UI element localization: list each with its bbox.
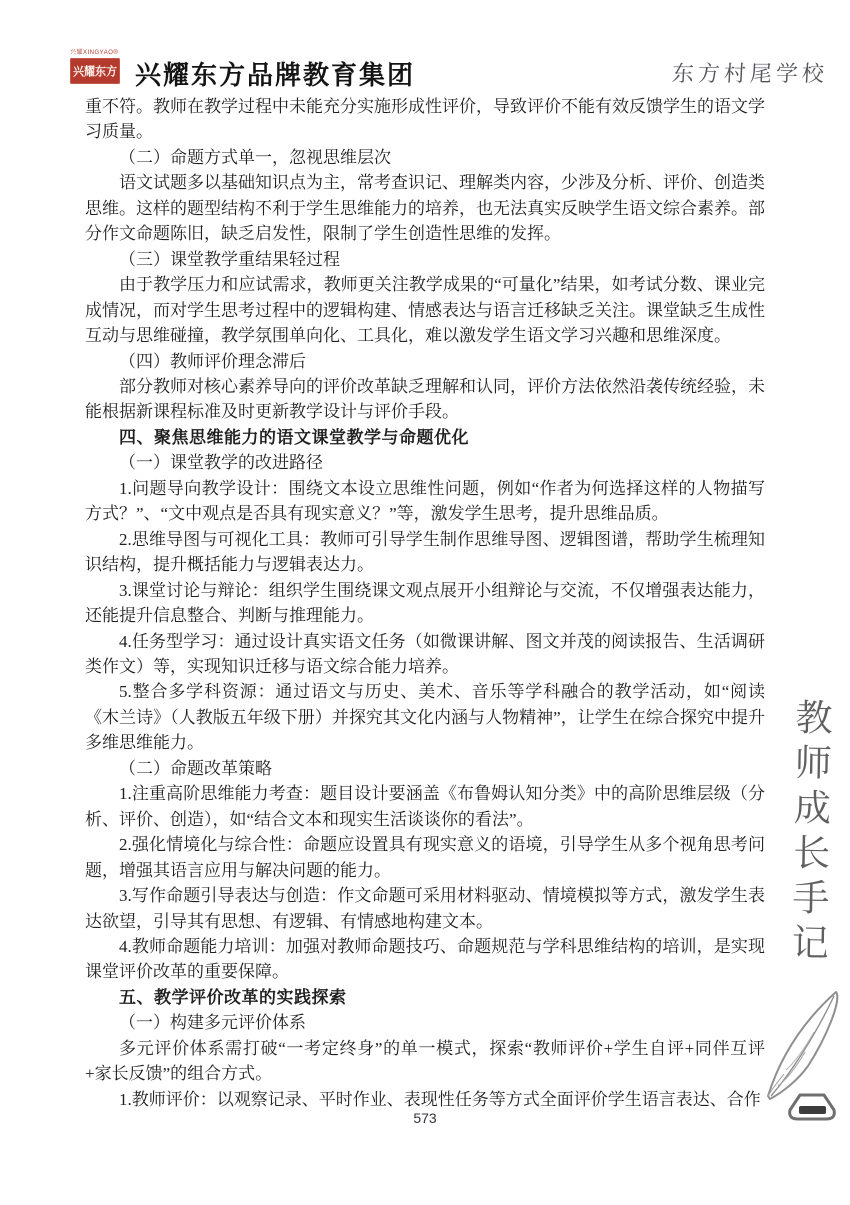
paragraph: 3.写作命题引导表达与创造：作文命题可采用材料驱动、情境模拟等方式，激发学生表达欲望，引导其有思想、有逻辑、有情感地构建文本。 bbox=[85, 886, 765, 931]
section-heading: 五、教学评价改革的实践探索 bbox=[119, 987, 347, 1007]
paragraph: 2.思维导图与可视化工具：教师可引导学生制作思维导图、逻辑图谱，帮助学生梳理知识结构，提升概括能力与逻辑表达力。 bbox=[85, 529, 765, 575]
header-company-name: 兴耀东方品牌教育集团 bbox=[135, 61, 416, 90]
paragraph: 1.问题导向教学设计：围绕文本设立思维性问题，例如“作者为何选择这样的人物描写方式？”、“文中观点是否具有现实意义？”等，激发学生思考，提升思维品质。 bbox=[85, 478, 765, 524]
section-heading: 四、聚焦思维能力的语文课堂教学与命题优化 bbox=[119, 427, 469, 447]
paragraph: （三）课堂教学重结果轻过程 bbox=[119, 249, 340, 269]
paragraph: （一）课堂教学的改进路径 bbox=[119, 453, 323, 473]
paragraph: 语文试题多以基础知识点为主，常考查识记、理解类内容，少涉及分析、评价、创造类思维。这样的题型结构不利于学生思维能力的培养，也无法真实反映学生语文综合素养。部分作文命题陈旧，缺乏启发性，限制了学生创造性思维的发挥。 bbox=[85, 173, 765, 244]
paragraph: （四）教师评价理念滞后 bbox=[119, 351, 306, 371]
quill-and-ink-icon bbox=[756, 986, 848, 1128]
paragraph: 由于教学压力和应试需求，教师更关注教学成果的“可量化”结果，如考试分数、课业完成情况，而对学生思考过程中的逻辑构建、情感表达与语言迁移缺乏关注。课堂缺乏生成性互动与思维碰撞，教学氛围单向化、工具化，难以激发学生语文学习兴趣和思维深度。 bbox=[85, 275, 765, 346]
paragraph: 多元评价体系需打破“一考定终身”的单一模式，探索“教师评价+学生自评+同伴互评+家长反馈”的组合方式。 bbox=[85, 1038, 765, 1084]
document-body bbox=[85, 94, 765, 1112]
paragraph: （二）命题改革策略 bbox=[119, 758, 272, 778]
brand-logo-pinyin: 兴耀XINGYAO bbox=[70, 50, 114, 56]
brand-logo-small-text bbox=[70, 50, 128, 57]
registered-trademark-icon: ® bbox=[113, 50, 119, 56]
paragraph: 5.整合多学科资源：通过语文与历史、美术、音乐等学科融合的教学活动，如“阅读《木兰诗》（人教版五年级下册）并探究其文化内涵与人物精神”，让学生在综合探究中提升多维思维能力。 bbox=[85, 682, 765, 753]
paragraph: 1.教师评价：以观察记录、平时作业、表现性任务等方式全面评价学生语言表达、合作 bbox=[119, 1089, 761, 1109]
page-number: 573 bbox=[413, 1110, 437, 1126]
paragraph: 2.强化情境化与综合性：命题应设置具有现实意义的语境，引导学生从多个视角思考问题，增强其语言应用与解决问题的能力。 bbox=[85, 835, 765, 880]
seal-characters: 兴耀东方 bbox=[73, 65, 117, 79]
paragraph: 部分教师对核心素养导向的评价改革缺乏理解和认同，评价方法依然沿袭传统经验，未能根据新课程标准及时更新教学设计与评价手段。 bbox=[85, 376, 765, 422]
side-calligraphy-text: 教师成长手记 bbox=[784, 697, 831, 969]
paragraph: 1.注重高阶思维能力考查：题目设计要涵盖《布鲁姆认知分类》中的高阶思维层级（分析、评价、创造），如“结合文本和现实生活谈谈你的看法”。 bbox=[85, 784, 765, 829]
paragraph: （一）构建多元评价体系 bbox=[119, 1013, 306, 1033]
paragraph: （二）命题方式单一，忽视思维层次 bbox=[119, 147, 391, 167]
red-seal-icon bbox=[70, 58, 120, 84]
paragraph: 重不符。教师在教学过程中未能充分实施形成性评价，导致评价不能有效反馈学生的语文学习质量。 bbox=[85, 97, 765, 142]
header-school-name: 东方村尾学校 bbox=[671, 61, 829, 86]
paragraph: 3.课堂讨论与辩论：组织学生围绕课文观点展开小组辩论与交流，不仅增强表达能力，还能提升信息整合、判断与推理能力。 bbox=[85, 580, 765, 626]
paragraph: 4.任务型学习：通过设计真实语文任务（如微课讲解、图文并茂的阅读报告、生活调研类作文）等，实现知识迁移与语文综合能力培养。 bbox=[85, 631, 765, 676]
brand-seal-logo bbox=[70, 50, 128, 94]
paragraph: 4.教师命题能力培训：加强对教师命题技巧、命题规范与学科思维结构的培训，是实现课堂评价改革的重要保障。 bbox=[85, 936, 765, 982]
